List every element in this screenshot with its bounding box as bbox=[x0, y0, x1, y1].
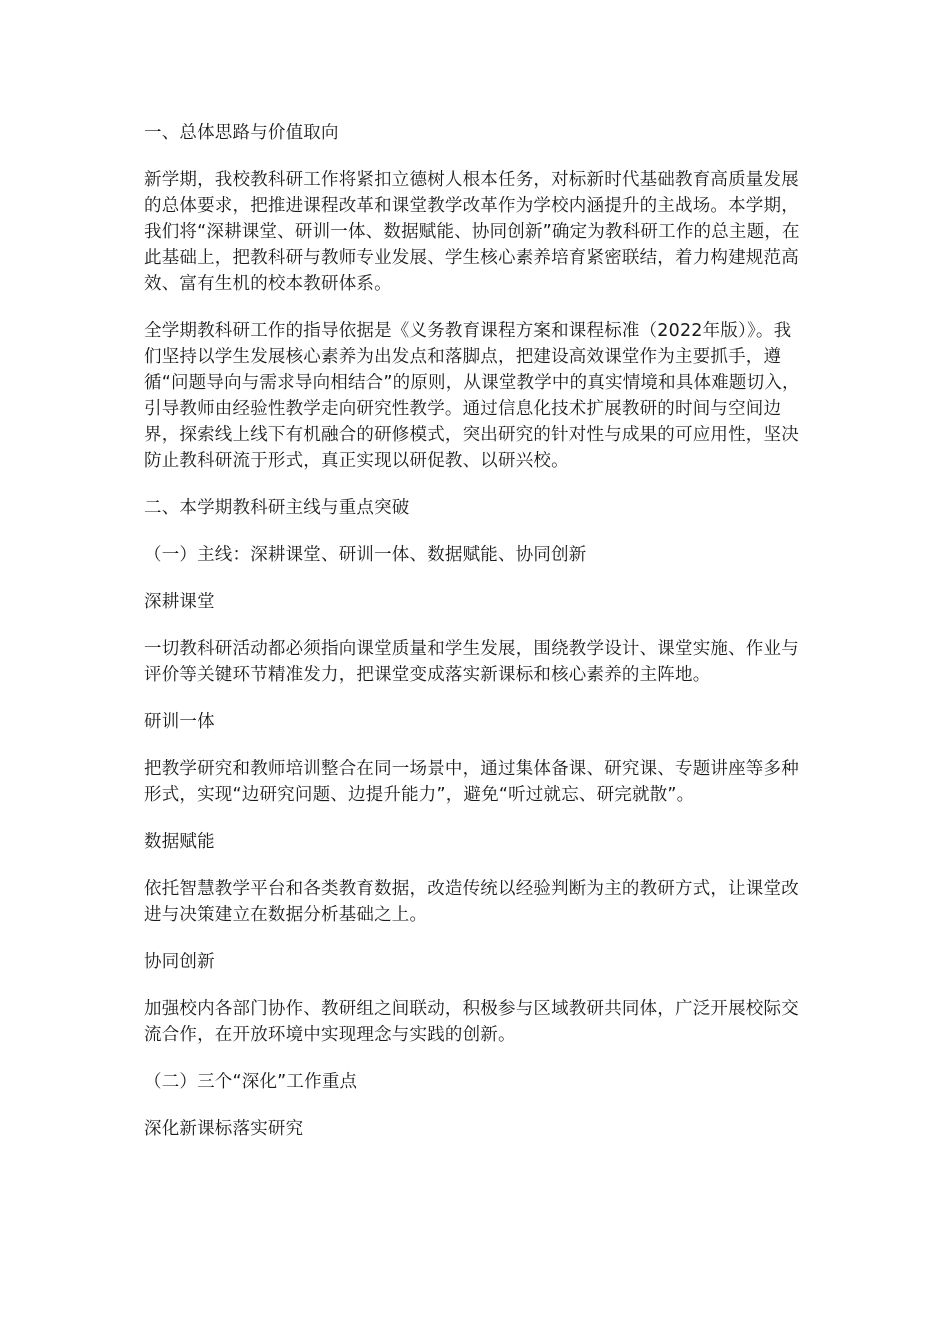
item-4-text: 加强校内各部门协作、教研组之间联动，积极参与区域教研共同体，广泛开展校际交流合作，在开放环境中实现理念与实践的创新。 bbox=[144, 999, 799, 1045]
section-2-heading: 二、本学期教科研主线与重点突破 bbox=[144, 498, 410, 518]
document-body bbox=[144, 120, 808, 1163]
item-1-text: 一切教科研活动都必须指向课堂质量和学生发展，围绕教学设计、课堂实施、作业与评价等关键环节精准发力，把课堂变成落实新课标和核心素养的主阵地。 bbox=[144, 639, 799, 685]
item-1-title: 深耕课堂 bbox=[144, 592, 215, 612]
subsection-1-heading: （一）主线：深耕课堂、研训一体、数据赋能、协同创新 bbox=[144, 545, 587, 565]
section-1-paragraph-1: 新学期，我校教科研工作将紧扣立德树人根本任务，对标新时代基础教育高质量发展的总体要求，把推进课程改革和课堂教学改革作为学校内涵提升的主战场。本学期，我们将“深耕课堂、研训一体、数据赋能、协同创新”确定为教科研工作的总主题，在此基础上，把教科研与教师专业发展、学生核心素养培育紧密联结，着力构建规范高效、富有生机的校本教研体系。 bbox=[144, 170, 800, 294]
section-1-heading: 一、总体思路与价值取向 bbox=[144, 123, 339, 143]
item-4-title: 协同创新 bbox=[144, 952, 215, 972]
section-1-paragraph-2: 全学期教科研工作的指导依据是《义务教育课程方案和课程标准（2022年版）》。我们坚持以学生发展核心素养为出发点和落脚点，把建设高效课堂作为主要抓手，遵循“问题导向与需求导向相结合”的原则，从课堂教学中的真实情境和具体难题切入，引导教师由经验性教学走向研究性教学。通过信息化技术扩展教研的时间与空间边界，探索线上线下有机融合的研修模式，突出研究的针对性与成果的可应用性，坚决防止教科研流于形式，真正实现以研促教、以研兴校。 bbox=[144, 321, 800, 471]
item-2-title: 研训一体 bbox=[144, 712, 215, 732]
item-3-title: 数据赋能 bbox=[144, 832, 215, 852]
subsection-2-item-1-title: 深化新课标落实研究 bbox=[144, 1119, 304, 1139]
item-3-text: 依托智慧教学平台和各类教育数据，改造传统以经验判断为主的教研方式，让课堂改进与决策建立在数据分析基础之上。 bbox=[144, 879, 799, 925]
subsection-2-heading: （二）三个“深化”工作重点 bbox=[144, 1072, 358, 1092]
item-2-text: 把教学研究和教师培训整合在同一场景中，通过集体备课、研究课、专题讲座等多种形式，实现“边研究问题、边提升能力”，避免“听过就忘、研完就散”。 bbox=[144, 759, 799, 805]
